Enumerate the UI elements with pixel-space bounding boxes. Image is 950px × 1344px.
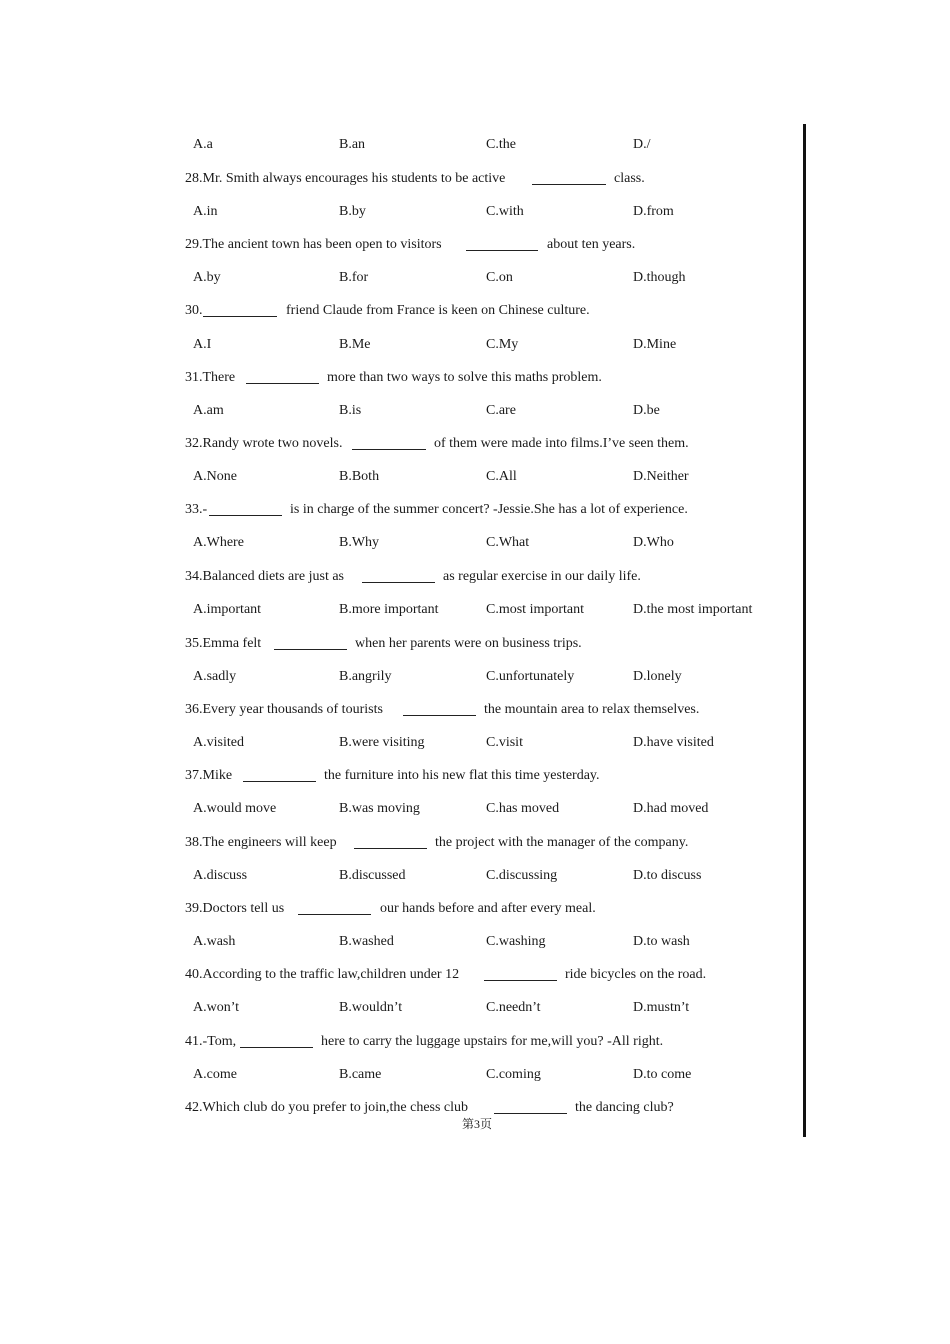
q40-text-after: ride bicycles on the road.	[565, 967, 707, 982]
q33-option-a: A.Where	[193, 535, 244, 550]
q35-blank	[274, 649, 347, 650]
q35-option-b: B.angrily	[339, 669, 392, 684]
q37-options	[0, 799, 800, 819]
q41-stem	[0, 1032, 800, 1052]
page-number: 第3页	[462, 1117, 493, 1131]
q35-options	[0, 667, 800, 687]
q30-option-d: D.Mine	[633, 337, 677, 352]
q29-option-d: D.though	[633, 270, 686, 285]
right-margin-rule	[803, 124, 806, 1137]
q28-options	[0, 202, 800, 222]
q30-options	[0, 335, 800, 355]
q42-text-after: the dancing club?	[575, 1100, 674, 1115]
q38-option-b: B.discussed	[339, 868, 406, 883]
q33-option-d: D.Who	[633, 535, 674, 550]
q29-option-a: A.by	[193, 270, 221, 285]
q32-options	[0, 467, 800, 487]
q37-option-c: C.has moved	[486, 801, 560, 816]
q31-text-before: 31.There	[185, 370, 236, 385]
q31-option-d: D.be	[633, 403, 660, 418]
q31-option-a: A.am	[193, 403, 224, 418]
q36-blank	[403, 715, 476, 716]
q39-option-b: B.washed	[339, 934, 394, 949]
q38-option-d: D.to discuss	[633, 868, 702, 883]
q29-options	[0, 268, 800, 288]
q37-option-b: B.was moving	[339, 801, 420, 816]
q29-option-b: B.for	[339, 270, 369, 285]
q33-text-before: 33.-	[185, 502, 208, 517]
q41-option-a: A.come	[193, 1067, 237, 1082]
q34-stem	[0, 567, 800, 587]
q40-option-d: D.mustn’t	[633, 1000, 690, 1015]
q39-option-d: D.to wash	[633, 934, 690, 949]
q42-stem	[0, 1098, 800, 1118]
q38-option-a: A.discuss	[193, 868, 248, 883]
q37-text-after: the furniture into his new flat this time yesterday.	[324, 768, 600, 783]
q36-option-b: B.were visiting	[339, 735, 425, 750]
q35-stem	[0, 634, 800, 654]
q39-text-before: 39.Doctors tell us	[185, 901, 285, 916]
q42-text-before: 42.Which club do you prefer to join,the chess club	[185, 1100, 469, 1115]
q30-option-a: A.I	[193, 337, 212, 352]
q29-blank	[466, 250, 538, 251]
q35-option-c: C.unfortunately	[486, 669, 575, 684]
q33-options	[0, 533, 800, 553]
q29-text-after: about ten years.	[547, 237, 636, 252]
q39-options	[0, 932, 800, 952]
q30-blank	[203, 316, 277, 317]
q38-option-c: C.discussing	[486, 868, 558, 883]
q28-option-d: D.from	[633, 204, 674, 219]
q41-text-after: here to carry the luggage upstairs for me,will you? -All right.	[321, 1034, 664, 1049]
q35-text-after: when her parents were on business trips.	[355, 636, 582, 651]
q41-text-before: 41.-Tom,	[185, 1034, 237, 1049]
q28-option-b: B.by	[339, 204, 366, 219]
q35-text-before: 35.Emma felt	[185, 636, 262, 651]
q34-option-a: A.important	[193, 602, 262, 617]
q31-option-b: B.is	[339, 403, 362, 418]
q31-option-c: C.are	[486, 403, 516, 418]
q34-text-after: as regular exercise in our daily life.	[443, 569, 641, 584]
q36-text-after: the mountain area to relax themselves.	[484, 702, 700, 717]
q36-text-before: 36.Every year thousands of tourists	[185, 702, 383, 717]
q38-blank	[354, 848, 427, 849]
q40-option-a: A.won’t	[193, 1000, 240, 1015]
q27-options	[0, 135, 800, 155]
q37-blank	[243, 781, 316, 782]
q39-blank	[298, 914, 371, 915]
q34-options	[0, 600, 800, 620]
q34-option-c: C.most important	[486, 602, 584, 617]
q29-stem	[0, 235, 800, 255]
q32-text-before: 32.Randy wrote two novels.	[185, 436, 343, 451]
q32-option-a: A.None	[193, 469, 237, 484]
q34-text-before: 34.Balanced diets are just as	[185, 569, 345, 584]
q32-option-d: D.Neither	[633, 469, 689, 484]
q35-option-a: A.sadly	[193, 669, 237, 684]
q38-text-before: 38.The engineers will keep	[185, 835, 337, 850]
q40-stem	[0, 965, 800, 985]
q31-blank	[246, 383, 319, 384]
q32-option-c: C.All	[486, 469, 517, 484]
q38-options	[0, 866, 800, 886]
q28-blank	[532, 184, 606, 185]
q37-text-before: 37.Mike	[185, 768, 233, 783]
q33-blank	[209, 515, 282, 516]
q35-option-d: D.lonely	[633, 669, 682, 684]
q39-text-after: our hands before and after every meal.	[380, 901, 596, 916]
q37-stem	[0, 766, 800, 786]
q30-stem	[0, 301, 800, 321]
q36-option-d: D.have visited	[633, 735, 714, 750]
q28-text-after: class.	[614, 171, 645, 186]
q41-blank	[240, 1047, 313, 1048]
q32-stem	[0, 434, 800, 454]
q36-stem	[0, 700, 800, 720]
q31-stem	[0, 368, 800, 388]
q38-text-after: the project with the manager of the company.	[435, 835, 689, 850]
q40-option-b: B.wouldn’t	[339, 1000, 403, 1015]
q34-option-b: B.more important	[339, 602, 439, 617]
q27-option-a: A.a	[193, 137, 213, 152]
q29-text-before: 29.The ancient town has been open to visitors	[185, 237, 442, 252]
q28-text-before: 28.Mr. Smith always encourages his students to be active	[185, 171, 506, 186]
q33-option-c: C.What	[486, 535, 530, 550]
q40-text-before: 40.According to the traffic law,children under 12	[185, 967, 460, 982]
q33-stem	[0, 500, 800, 520]
q36-option-a: A.visited	[193, 735, 244, 750]
q28-option-a: A.in	[193, 204, 218, 219]
q40-options	[0, 998, 800, 1018]
q41-option-b: B.came	[339, 1067, 382, 1082]
q39-option-a: A.wash	[193, 934, 236, 949]
q37-option-a: A.would move	[193, 801, 277, 816]
q39-option-c: C.washing	[486, 934, 546, 949]
q30-option-b: B.Me	[339, 337, 371, 352]
q40-option-c: C.needn’t	[486, 1000, 541, 1015]
q30-text-before: 30.	[185, 303, 203, 318]
q28-option-c: C.with	[486, 204, 524, 219]
q27-option-d: D./	[633, 137, 651, 152]
q31-options	[0, 401, 800, 421]
q36-option-c: C.visit	[486, 735, 523, 750]
q32-text-after: of them were made into films.I’ve seen them.	[434, 436, 689, 451]
q27-option-c: C.the	[486, 137, 516, 152]
q30-text-after: friend Claude from France is keen on Chinese culture.	[286, 303, 590, 318]
q38-stem	[0, 833, 800, 853]
q27-option-b: B.an	[339, 137, 366, 152]
q30-option-c: C.My	[486, 337, 519, 352]
q32-option-b: B.Both	[339, 469, 380, 484]
q41-option-c: C.coming	[486, 1067, 541, 1082]
q34-option-d: D.the most important	[633, 602, 753, 617]
q29-option-c: C.on	[486, 270, 513, 285]
q37-option-d: D.had moved	[633, 801, 709, 816]
q39-stem	[0, 899, 800, 919]
q36-options	[0, 733, 800, 753]
q41-option-d: D.to come	[633, 1067, 692, 1082]
q28-stem	[0, 169, 800, 189]
q31-text-after: more than two ways to solve this maths problem.	[327, 370, 602, 385]
q40-blank	[484, 980, 557, 981]
q34-blank	[362, 582, 435, 583]
q41-options	[0, 1065, 800, 1085]
q32-blank	[352, 449, 426, 450]
q42-blank	[494, 1113, 567, 1114]
q33-text-after: is in charge of the summer concert? -Jessie.She has a lot of experience.	[290, 502, 688, 517]
q33-option-b: B.Why	[339, 535, 380, 550]
